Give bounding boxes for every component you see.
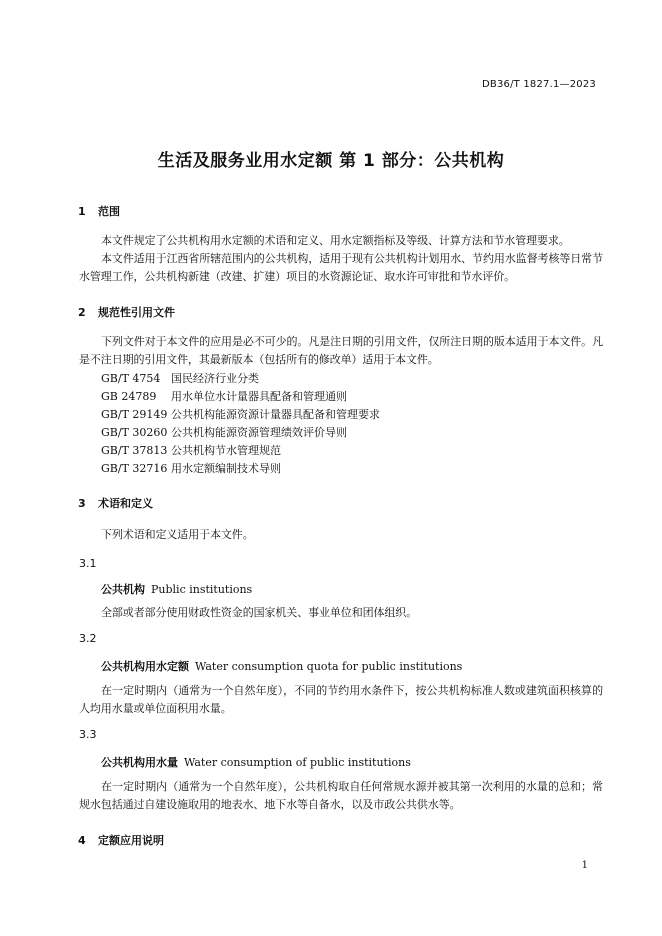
- reference-item: [101, 388, 347, 406]
- reference-item: [101, 424, 347, 442]
- term-number: 3.3: [79, 728, 97, 741]
- reference-item: [101, 442, 281, 460]
- section-title: 规范性引用文件: [98, 306, 175, 319]
- term-definition: 在一定时期内（通常为一个自然年度），不同的节约用水条件下，按公共机构标准人数或建筑面积核算的人均用水量或单位面积用水量。: [79, 684, 603, 715]
- reference-code: GB/T 32716: [101, 462, 168, 475]
- term-heading: [101, 658, 462, 674]
- reference-code: GB/T 29149: [101, 408, 168, 421]
- section-3-paragraph-1: 下列术语和定义适用于本文件。: [101, 528, 254, 541]
- section-title: 定额应用说明: [98, 834, 164, 847]
- reference-title: 公共机构节水管理规范: [171, 444, 281, 457]
- reference-title: 公共机构能源资源计量器具配备和管理要求: [171, 408, 380, 421]
- reference-code: GB 24789: [101, 390, 157, 403]
- section-number: 3: [78, 497, 86, 510]
- term-heading: [101, 581, 252, 597]
- reference-title: 国民经济行业分类: [171, 372, 259, 385]
- reference-code: GB/T 4754: [101, 372, 161, 385]
- section-1-paragraph-1: 本文件规定了公共机构用水定额的术语和定义、用水定额指标及等级、计算方法和节水管理要求。: [101, 234, 570, 247]
- section-title: 术语和定义: [98, 497, 153, 510]
- term-definition: 在一定时期内（通常为一个自然年度），公共机构取自任何常规水源并被其第一次利用的水量的总和；常规水包括通过自建设施取用的地表水、地下水等自备水，以及市政公共供水等。: [79, 780, 603, 811]
- section-1-heading: [78, 203, 120, 219]
- section-3-heading: [78, 495, 153, 511]
- section-title: 范围: [98, 205, 120, 218]
- reference-code: GB/T 37813: [101, 444, 168, 457]
- page-number: 1: [581, 860, 588, 871]
- term-definition: 全部或者部分使用财政性资金的国家机关、事业单位和团体组织。: [101, 606, 418, 619]
- term-name-zh: 公共机构用水定额: [101, 660, 189, 673]
- reference-title: 用水单位水计量器具配备和管理通则: [171, 390, 347, 403]
- section-2-heading: [78, 304, 175, 320]
- section-number: 4: [78, 834, 86, 847]
- reference-code: GB/T 30260: [101, 426, 168, 439]
- term-name-en: Water consumption quota for public institutions: [195, 660, 463, 673]
- term-name-en: Public institutions: [151, 583, 253, 596]
- term-heading: [101, 754, 411, 770]
- reference-item: [101, 406, 380, 424]
- section-2-paragraph-1: 下列文件对于本文件的应用是必不可少的。凡是注日期的引用文件，仅所注日期的版本适用于本文件。凡是不注日期的引用文件，其最新版本（包括所有的修改单）适用于本文件。: [79, 335, 603, 366]
- term-name-zh: 公共机构用水量: [101, 756, 178, 769]
- section-4-heading: [78, 832, 164, 848]
- page-title: 生活及服务业用水定额 第 1 部分：公共机构: [157, 151, 505, 171]
- section-number: 1: [78, 205, 86, 218]
- term-name-zh: 公共机构: [101, 583, 145, 596]
- term-number: 3.2: [79, 632, 97, 645]
- reference-title: 公共机构能源资源管理绩效评价导则: [171, 426, 347, 439]
- reference-item: [101, 370, 259, 388]
- reference-title: 用水定额编制技术导则: [171, 462, 281, 475]
- standard-number: DB36/T 1827.1—2023: [482, 79, 596, 90]
- section-1-paragraph-2: 本文件适用于江西省所辖范围内的公共机构，适用于现有公共机构计划用水、节约用水监督考核等日常节水管理工作，公共机构新建（改建、扩建）项目的水资源论证、取水许可审批和节水评价。: [79, 252, 603, 283]
- term-number: 3.1: [79, 557, 97, 570]
- term-name-en: Water consumption of public institutions: [184, 756, 411, 769]
- section-number: 2: [78, 306, 86, 319]
- reference-item: [101, 460, 281, 478]
